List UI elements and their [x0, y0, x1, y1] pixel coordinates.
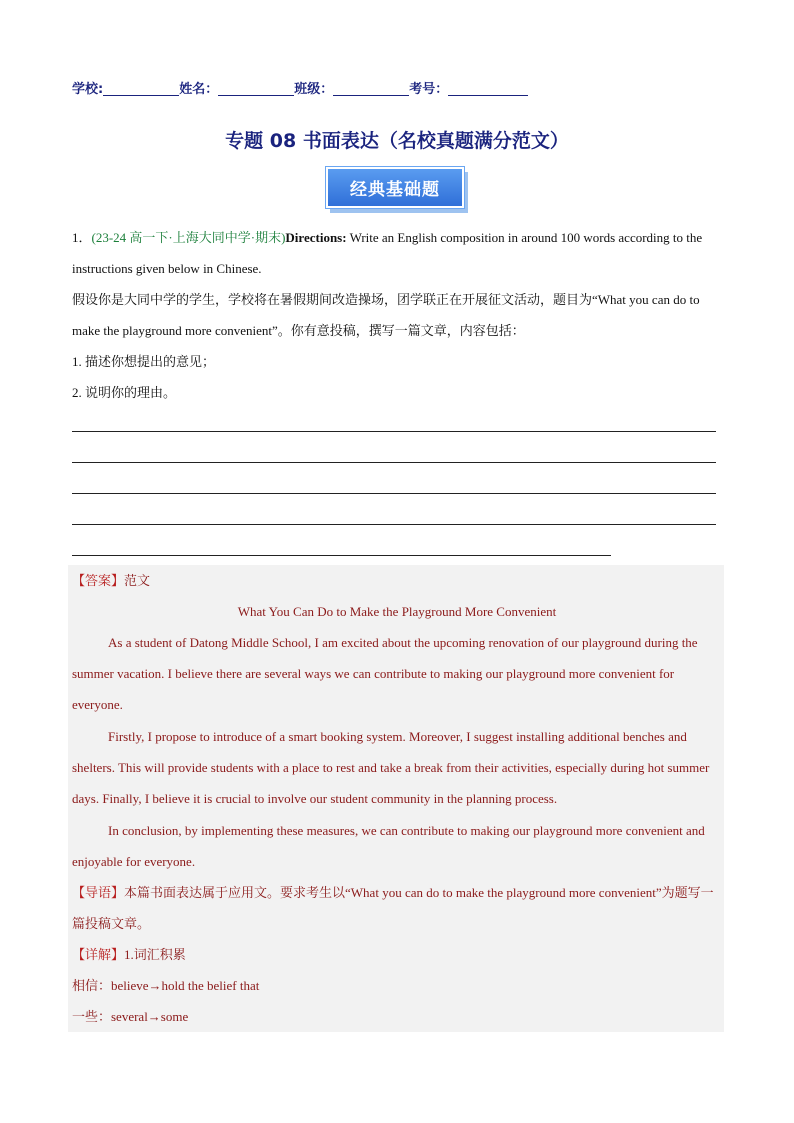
question-directions [72, 222, 722, 284]
school-blank [103, 81, 179, 96]
essay-paragraph-1: As a student of Datong Middle School, I am excited about the upcoming renovation of our playground during the summer vacation. I believe there are several ways we can contribute to making our playground more convenient for everyone. [72, 635, 698, 712]
class-blank [333, 81, 409, 96]
detail-text: 1.词汇积累 [124, 947, 186, 962]
answer-label: 【答案】 [72, 573, 125, 588]
student-info-line [72, 78, 528, 97]
writing-line [72, 431, 716, 432]
detail-label: 【详解】 [72, 947, 125, 962]
detail-section [72, 939, 722, 970]
guide-label: 【导语】 [72, 885, 125, 900]
guide-section [72, 877, 722, 939]
essay-title: What You Can Do to Make the Playground More Convenient [237, 604, 557, 619]
page-title: 专题 08 书面表达（名校真题满分范文） [225, 130, 569, 152]
writing-line [72, 493, 716, 494]
directions-text: Write an English composition in around 100 words according to the instructions given below in Chinese. [72, 230, 703, 276]
exam-no-label: 考号： [409, 82, 449, 97]
section-badge [326, 167, 468, 213]
directions-label: Directions: [285, 230, 347, 245]
essay-paragraph-3: In conclusion, by implementing these measures, we can contribute to making our playground more convenient and enjoyable for everyone. [72, 823, 705, 869]
writing-line [72, 462, 716, 463]
school-label: 学校: [72, 82, 104, 97]
answer-label-text: 范文 [124, 573, 151, 588]
answer-heading [72, 565, 722, 596]
question-source: (23-24 高一下·上海大同中学·期末) [91, 230, 286, 245]
vocab-item-1: 相信：believe→hold the belief that [72, 978, 260, 993]
essay-paragraph-2: Firstly, I propose to introduce of a smart booking system. Moreover, I suggest installing additional benches and shelters. This will provide students with a place to rest and take a break from their activities, especially during hot summer days. Finally, I believe it is crucial to involve our student community in the planning process. [72, 729, 710, 806]
question-number: 1． [72, 230, 92, 245]
guide-text: 本篇书面表达属于应用文。要求考生以“What you can do to make the playground more convenient”为题写一篇投稿文章。 [72, 885, 714, 931]
name-blank [218, 81, 294, 96]
badge-label: 经典基础题 [326, 167, 464, 208]
writing-line [72, 524, 716, 525]
question-item-2: 2. 说明你的理由。 [72, 385, 177, 400]
vocab-item-2: 一些：several→some [72, 1009, 189, 1024]
question-prompt: 假设你是大同中学的学生，学校将在暑假期间改造操场，团学联正在开展征文活动，题目为“What you can do to make the playground more convenient”。你有意投稿，撰写一篇文章，内容包括： [72, 292, 700, 338]
question-item-1: 1. 描述你想提出的意见； [72, 354, 216, 369]
writing-line [72, 555, 611, 556]
exam-no-blank [448, 81, 528, 96]
class-label: 班级： [294, 82, 334, 97]
name-label: 姓名： [179, 82, 219, 97]
